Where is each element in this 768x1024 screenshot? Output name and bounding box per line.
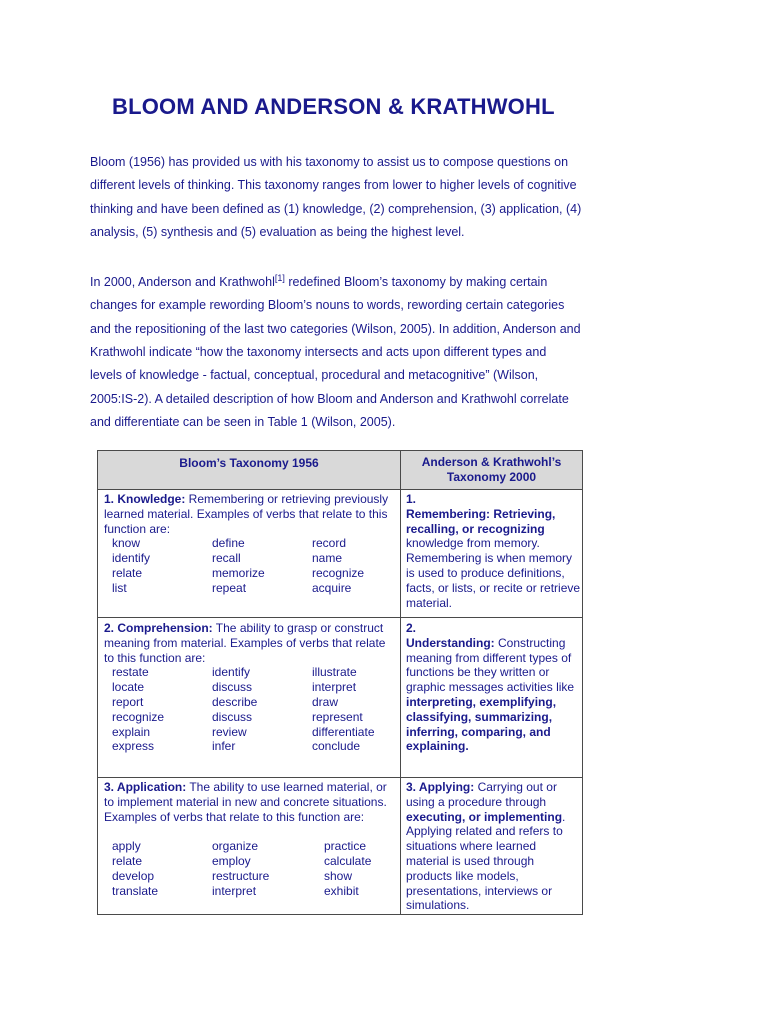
paragraph-line: analysis, (5) synthesis and (5) evaluation as being the highest level. [90, 224, 465, 239]
verb-item: apply [112, 839, 141, 854]
verb-item: employ [212, 853, 251, 868]
term-examples: interpreting, exemplifying, classifying, summarizing, inferring, comparing, and explaining. [406, 694, 557, 754]
application-cell [104, 780, 396, 898]
term-description: Constructing meaning from different types of functions be they written or graphic messages activities like [406, 635, 575, 695]
verb-item: interpret [212, 883, 257, 898]
paragraph-text: In 2000, Anderson and Krathwohl [90, 275, 275, 290]
paragraph-line: thinking and have been defined as (1) knowledge, (2) comprehension, (3) application, (4) [90, 201, 582, 216]
verb-list [112, 839, 396, 898]
paragraph-line: Bloom (1956) has provided us with his taxonomy to assist us to compose questions on [90, 155, 569, 169]
verb-item: define [212, 536, 245, 551]
knowledge-cell [104, 492, 396, 596]
verb-item: practice [324, 839, 367, 854]
comprehension-cell [104, 621, 396, 754]
verb-item: exhibit [324, 883, 359, 898]
verb-item: relate [112, 853, 143, 868]
verb-item: show [324, 868, 353, 883]
paragraph-line [90, 267, 590, 294]
term-description: Remembering or retrieving previously learned material. Examples of verbs that relate to this function are: [104, 492, 389, 536]
paragraph-line: different levels of thinking. This taxonomy ranges from lower to higher levels of cognitive [90, 178, 577, 193]
term-description: Carrying out or using a procedure through [406, 780, 557, 809]
verb-item: restate [112, 665, 149, 680]
paragraph-line: and the repositioning of the last two categories (Wilson, 2005). In addition, Anderson and [90, 321, 581, 336]
verb-item: name [312, 551, 343, 566]
paragraph-line: changes for example rewording Bloom’s nouns to words, rewording certain categories [90, 298, 565, 313]
understanding-cell [406, 621, 581, 754]
verb-item: repeat [212, 580, 247, 595]
paragraph-line: Krathwohl indicate “how the taxonomy intersects and acts upon different types and [90, 345, 547, 360]
applying-cell [406, 780, 581, 913]
verb-item: know [112, 536, 141, 551]
verb-item: record [312, 536, 347, 551]
paragraph-line: levels of knowledge - factual, conceptual, procedural and metacognitive” (Wilson, [90, 368, 539, 383]
verb-item: represent [312, 709, 363, 724]
page-title: BLOOM AND ANDERSON & KRATHWOHL [112, 94, 555, 119]
verb-item: recall [212, 551, 241, 566]
verb-item: translate [112, 883, 159, 898]
verb-item: conclude [312, 739, 361, 754]
term-label: 1. Knowledge: [104, 492, 186, 506]
term-number: 2. [406, 621, 417, 635]
verb-item: recognize [312, 565, 365, 580]
verb-item: describe [212, 694, 258, 709]
term-number: 1. [406, 492, 417, 506]
verb-item: calculate [324, 853, 372, 868]
term-label: 3. Applying: [406, 780, 475, 794]
verb-item: report [112, 694, 144, 709]
paragraph-text: redefined Bloom’s taxonomy by making certain [284, 275, 548, 290]
verb-item: illustrate [312, 665, 357, 680]
verb-item: discuss [212, 680, 253, 695]
verb-item: develop [112, 868, 155, 883]
verb-item: organize [212, 839, 259, 854]
row-divider [98, 489, 582, 490]
verb-item: identify [112, 551, 151, 566]
term-description: knowledge from memory. Remembering is when memory is used to produce definitions, facts, or lists, or recite or retrieve material. [406, 536, 581, 610]
verb-item: memorize [212, 565, 265, 580]
row-divider [98, 617, 582, 618]
verb-item: express [112, 739, 155, 754]
term-label: 2. Comprehension: [104, 621, 213, 635]
row-divider [98, 777, 582, 778]
verb-item: recognize [112, 709, 165, 724]
term-examples: executing, or implementing [406, 809, 563, 824]
header-blooms-taxonomy: Bloom’s Taxonomy 1956 [179, 456, 319, 470]
verb-item: differentiate [312, 724, 375, 739]
verb-item: identify [212, 665, 251, 680]
verb-list [112, 536, 396, 595]
term-label: 3. Application: [104, 780, 187, 794]
remembering-cell [406, 492, 581, 610]
verb-item: review [212, 724, 247, 739]
paragraph-line: and differentiate can be seen in Table 1 (Wilson, 2005). [90, 414, 396, 429]
header-anderson-krathwohl: Anderson & Krathwohl’s Taxonomy 2000 [421, 455, 562, 484]
intro-paragraph [90, 151, 590, 244]
paragraph-line: 2005:IS-2). A detailed description of how Bloom and Anderson and Krathwohl correlate [90, 391, 569, 406]
verb-item: draw [312, 694, 339, 709]
verb-item: interpret [312, 680, 357, 695]
anderson-krathwohl-paragraph [90, 267, 590, 434]
verb-item: list [112, 580, 127, 595]
verb-item: acquire [312, 580, 352, 595]
term-label: Remembering: Retrieving, recalling, or recognizing [406, 506, 556, 536]
term-description: . Applying related and refers to situations where learned material is used through products like models, presentations, interviews or simulations. [406, 809, 566, 913]
verb-list [112, 665, 396, 754]
verb-item: locate [112, 680, 145, 695]
verb-item: discuss [212, 709, 253, 724]
verb-item: restructure [212, 868, 270, 883]
verb-item: explain [112, 724, 151, 739]
verb-item: infer [212, 739, 236, 754]
term-description: The ability to use learned material, or to implement material in new and concrete situations. Examples of verbs that relate to this function are: [104, 780, 387, 824]
verb-item: relate [112, 565, 143, 580]
term-description: The ability to grasp or construct meaning from material. Examples of verbs that relate to this function are: [104, 621, 386, 665]
term-label: Understanding: [406, 635, 495, 650]
taxonomy-comparison-table [97, 450, 583, 915]
footnote-link[interactable]: [1] [274, 273, 285, 283]
